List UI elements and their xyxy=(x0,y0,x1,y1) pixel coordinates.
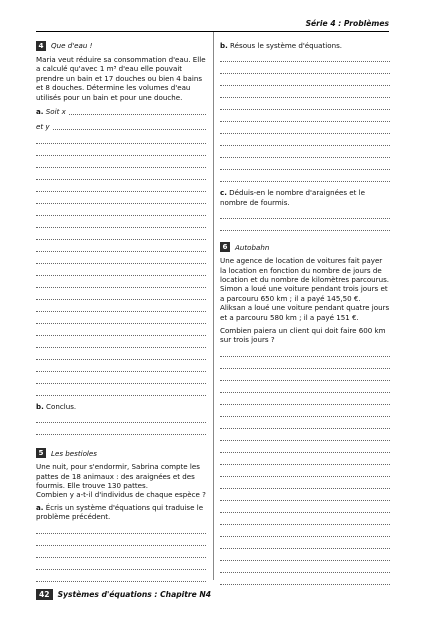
exercise-5-text: Une nuit, pour s'endormir, Sabrina compte les pattes de 18 animaux : des araignées et des fourmis. Elle trouve 130 pattes. xyxy=(36,462,200,491)
question-text: Déduis-en le nombre d'araignées et le nombre de fourmis. xyxy=(220,188,366,207)
chapter-title: Systèmes d'équations : Chapitre N4 xyxy=(57,589,212,599)
answer-line[interactable] xyxy=(36,423,206,435)
exercise-6-heading xyxy=(220,241,390,253)
question-c xyxy=(220,188,390,207)
answer-line[interactable] xyxy=(220,369,390,381)
answer-line[interactable] xyxy=(36,132,206,144)
exercise-number-badge: 4 xyxy=(36,41,46,51)
answer-line[interactable] xyxy=(220,219,390,231)
answer-line[interactable] xyxy=(36,180,206,192)
et-y-text: et y xyxy=(36,122,50,132)
question-text: Résous le système d'équations. xyxy=(230,41,343,50)
right-column xyxy=(220,40,390,585)
answer-line[interactable] xyxy=(220,525,390,537)
answer-line[interactable] xyxy=(220,86,390,98)
question-a xyxy=(36,503,206,522)
answer-lines-4a xyxy=(36,132,206,396)
answer-line[interactable] xyxy=(36,522,206,534)
exercise-6-text: Une agence de location de voitures fait payer la location en fonction du nombre de jours de location et du nombre de kilomètres parcourus. xyxy=(220,256,390,285)
answer-line[interactable] xyxy=(36,348,206,360)
answer-line[interactable] xyxy=(220,501,390,513)
answer-line[interactable] xyxy=(220,207,390,219)
answer-line[interactable] xyxy=(220,50,390,62)
answer-line[interactable] xyxy=(220,393,390,405)
answer-line[interactable] xyxy=(36,228,206,240)
answer-line[interactable] xyxy=(36,360,206,372)
question-label: b. xyxy=(36,401,44,411)
answer-line[interactable] xyxy=(220,405,390,417)
question-a-et-y xyxy=(36,122,206,131)
answer-line[interactable] xyxy=(220,158,390,170)
answer-line[interactable] xyxy=(36,324,206,336)
exercise-title: Autobahn xyxy=(235,242,270,252)
exercise-6-question: Combien paiera un client qui doit faire 600 km sur trois jours ? xyxy=(220,326,386,345)
answer-line[interactable] xyxy=(220,513,390,525)
answer-line[interactable] xyxy=(220,549,390,561)
answer-line[interactable] xyxy=(220,345,390,357)
answer-line[interactable] xyxy=(36,312,206,324)
answer-line[interactable] xyxy=(220,357,390,369)
question-b xyxy=(36,402,206,411)
answer-line[interactable] xyxy=(220,537,390,549)
exercise-4-heading xyxy=(36,40,206,52)
answer-line[interactable] xyxy=(36,288,206,300)
answer-line[interactable] xyxy=(220,134,390,146)
left-column xyxy=(36,40,206,582)
question-label: a. xyxy=(36,107,44,117)
exercise-6-aliksan: Aliksan a loué une voiture pendant quatre jours et a parcouru 580 km ; il a payé 151 €. xyxy=(220,303,390,322)
answer-line[interactable] xyxy=(220,122,390,134)
exercise-number-badge: 5 xyxy=(36,448,46,458)
question-label: c. xyxy=(220,188,227,198)
answer-line[interactable] xyxy=(220,477,390,489)
answer-line[interactable] xyxy=(220,170,390,182)
answer-line[interactable] xyxy=(220,453,390,465)
answer-line[interactable] xyxy=(220,441,390,453)
exercise-title: Que d'eau ! xyxy=(51,41,93,51)
question-a xyxy=(36,107,206,116)
answer-line[interactable] xyxy=(36,240,206,252)
page-number: 42 xyxy=(36,589,53,600)
answer-line[interactable] xyxy=(220,74,390,86)
answer-line[interactable] xyxy=(220,465,390,477)
answer-line[interactable] xyxy=(36,156,206,168)
exercise-5-heading xyxy=(36,447,206,459)
question-text: Écris un système d'équations qui traduise le problème précédent. xyxy=(36,502,204,522)
answer-line[interactable] xyxy=(36,411,206,423)
question-text: Soit x xyxy=(45,107,66,117)
series-title: Série 4 : Problèmes xyxy=(305,19,389,28)
answer-line[interactable] xyxy=(36,192,206,204)
page-footer xyxy=(36,588,236,600)
question-b xyxy=(220,41,390,50)
answer-line[interactable] xyxy=(36,276,206,288)
answer-line[interactable] xyxy=(36,204,206,216)
exercise-6-simon: Simon a loué une voiture pendant trois jours et a parcouru 650 km ; il a payé 145,50 €. xyxy=(220,284,388,303)
answer-lines-6 xyxy=(220,345,390,585)
answer-line[interactable] xyxy=(36,264,206,276)
answer-line[interactable] xyxy=(220,62,390,74)
answer-line[interactable] xyxy=(36,558,206,570)
exercise-5-question: Combien y a-t-il d'individus de chaque espèce ? xyxy=(36,490,206,500)
question-text: Conclus. xyxy=(46,401,77,411)
exercise-title: Les bestioles xyxy=(51,448,97,458)
question-label: b. xyxy=(220,41,228,50)
answer-line[interactable] xyxy=(36,570,206,582)
exercise-number-badge: 6 xyxy=(220,242,230,252)
answer-line[interactable] xyxy=(220,146,390,158)
answer-line[interactable] xyxy=(220,429,390,441)
question-label: a. xyxy=(36,502,44,512)
column-divider xyxy=(213,32,214,580)
answer-line[interactable] xyxy=(220,98,390,110)
exercise-4-text: Maria veut réduire sa consommation d'eau. Elle a calculé qu'avec 1 m³ d'eau elle pouvait prendre un bain et 17 douches ou bien 4 bains et 8 douches. Détermine les volumes d'eau utilisés pour un bain et pour une douche. xyxy=(36,55,206,102)
answer-line[interactable] xyxy=(220,573,390,585)
answer-line[interactable] xyxy=(36,216,206,228)
answer-line[interactable] xyxy=(220,381,390,393)
answer-line[interactable] xyxy=(36,252,206,264)
answer-line[interactable] xyxy=(36,300,206,312)
answer-line[interactable] xyxy=(220,110,390,122)
page-header xyxy=(36,19,389,32)
answer-lines-5b xyxy=(220,50,390,182)
answer-line[interactable] xyxy=(53,122,206,130)
answer-line[interactable] xyxy=(36,534,206,546)
answer-line[interactable] xyxy=(36,336,206,348)
answer-line[interactable] xyxy=(220,417,390,429)
answer-line[interactable] xyxy=(36,144,206,156)
answer-line[interactable] xyxy=(36,546,206,558)
answer-line[interactable] xyxy=(36,372,206,384)
answer-line[interactable] xyxy=(36,168,206,180)
answer-line[interactable] xyxy=(69,107,206,115)
answer-line[interactable] xyxy=(220,489,390,501)
answer-line[interactable] xyxy=(36,384,206,396)
answer-line[interactable] xyxy=(220,561,390,573)
